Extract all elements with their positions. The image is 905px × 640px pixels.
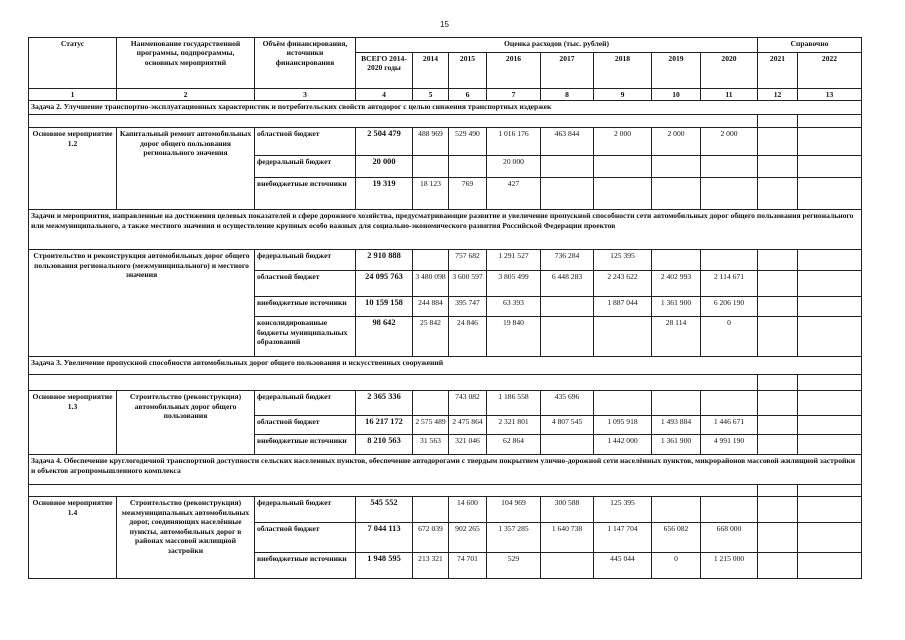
year-value (413, 156, 449, 178)
total-value: 24 095 763 (356, 271, 413, 297)
header-year: 2017 (541, 53, 594, 89)
year-value: 1 147 704 (594, 523, 652, 553)
year-value: 125 395 (594, 497, 652, 523)
spacer-cell (798, 115, 862, 128)
year-value (758, 553, 798, 579)
header-year: 2020 (701, 53, 758, 89)
year-value (701, 250, 758, 271)
year-value: 2 475 864 (449, 416, 487, 435)
funding-source-label: областной бюджет (255, 523, 356, 553)
year-value: 2 575 489 (413, 416, 449, 435)
year-value (594, 317, 652, 357)
year-value (798, 523, 862, 553)
year-value: 2 243 622 (594, 271, 652, 297)
year-value (798, 317, 862, 357)
year-value: 672 039 (413, 523, 449, 553)
year-value: 668 000 (701, 523, 758, 553)
year-value: 6 448 283 (541, 271, 594, 297)
year-value: 445 044 (594, 553, 652, 579)
roads-name: Строительство и реконструкция автомобильных дорог общего пользования регионального (межмуниципального) и местного значения (29, 250, 255, 357)
total-value: 8 210 563 (356, 435, 413, 455)
year-value: 3 805 499 (487, 271, 541, 297)
year-value: 529 490 (449, 128, 487, 156)
year-value (758, 497, 798, 523)
total-value: 1 948 595 (356, 553, 413, 579)
column-index: 8 (541, 89, 594, 101)
year-value: 3 600 597 (449, 271, 487, 297)
year-value (652, 250, 701, 271)
year-value: 14 600 (449, 497, 487, 523)
total-value: 7 044 113 (356, 523, 413, 553)
header-year: 2016 (487, 53, 541, 89)
year-value (758, 128, 798, 156)
year-value: 1 887 044 (594, 297, 652, 317)
spacer-cell (758, 115, 798, 128)
year-value (701, 497, 758, 523)
year-value (594, 156, 652, 178)
year-value (798, 553, 862, 579)
year-value (758, 416, 798, 435)
total-value: 98 642 (356, 317, 413, 357)
column-index: 7 (487, 89, 541, 101)
total-value: 10 159 158 (356, 297, 413, 317)
year-value (541, 317, 594, 357)
year-value: 62 864 (487, 435, 541, 455)
funding-source-label: внебюджетные источники (255, 297, 356, 317)
year-value (758, 250, 798, 271)
column-index: 3 (255, 89, 356, 101)
year-value: 2 402 993 (652, 271, 701, 297)
year-value (541, 553, 594, 579)
year-value (413, 497, 449, 523)
year-value: 18 123 (413, 178, 449, 210)
total-value: 545 552 (356, 497, 413, 523)
budget-table (28, 37, 862, 579)
year-value: 488 969 (413, 128, 449, 156)
year-value (798, 497, 862, 523)
year-value (798, 271, 862, 297)
column-index: 13 (798, 89, 862, 101)
year-value (652, 391, 701, 416)
year-value (413, 391, 449, 416)
header-status: Статус (29, 38, 117, 89)
year-value: 1 446 671 (701, 416, 758, 435)
year-value: 736 284 (541, 250, 594, 271)
year-value (758, 271, 798, 297)
year-value: 244 884 (413, 297, 449, 317)
year-value (798, 297, 862, 317)
funding-source-label: консолидированные бюджеты муниципальных образований (255, 317, 356, 357)
year-value: 4 807 545 (541, 416, 594, 435)
header-year: 2022 (798, 53, 862, 89)
year-value: 427 (487, 178, 541, 210)
column-index: 11 (701, 89, 758, 101)
header-year: 2021 (758, 53, 798, 89)
year-value (758, 178, 798, 210)
year-value: 1 357 285 (487, 523, 541, 553)
year-value (413, 250, 449, 271)
m14-name: Строительство (реконструкция) межмуниципальных автомобильных дорог, соединяющих населённые пункты, автомобильных дорог в районах массовой жилищной застройки (117, 497, 255, 579)
column-index: 5 (413, 89, 449, 101)
header-reference: Справочно (758, 38, 862, 53)
year-value (798, 128, 862, 156)
m12-status: Основное мероприятие 1.2 (29, 128, 117, 210)
year-value (798, 416, 862, 435)
year-value (541, 156, 594, 178)
task-3-heading: Задача 3. Увеличение пропускной способности автомобильных дорог общего пользования и искусственных сооружений (29, 357, 862, 375)
year-value: 1 361 900 (652, 297, 701, 317)
year-value (798, 178, 862, 210)
year-value (652, 497, 701, 523)
year-value (758, 523, 798, 553)
year-value: 20 000 (487, 156, 541, 178)
year-value: 2 321 801 (487, 416, 541, 435)
task-roads-heading: Задачи и мероприятия, направленные на достижения целевых показателей в сфере дорожного хозяйства, предусматривающие развитие и увеличение пропускной способности сети автомобильных дорог общего пользования регионального или межмуниципального, а также местного значения и осуществление крупных особо важных для социально-экономического развития Российской Федерации проектов (29, 210, 862, 250)
spacer-cell (758, 375, 798, 391)
column-index: 10 (652, 89, 701, 101)
column-index: 4 (356, 89, 413, 101)
funding-source-label: внебюджетные источники (255, 435, 356, 455)
year-value: 28 114 (652, 317, 701, 357)
year-value: 2 000 (594, 128, 652, 156)
header-total: ВСЕГО 2014-2020 годы (356, 53, 413, 89)
column-index: 6 (449, 89, 487, 101)
spacer-cell (758, 485, 798, 497)
year-value (758, 317, 798, 357)
year-value: 395 747 (449, 297, 487, 317)
header-name: Наименование государственной программы, подпрограммы, основных мероприятий (117, 38, 255, 89)
year-value: 25 842 (413, 317, 449, 357)
year-value: 1 493 884 (652, 416, 701, 435)
funding-source-label: федеральный бюджет (255, 391, 356, 416)
year-value: 0 (701, 317, 758, 357)
year-value (541, 297, 594, 317)
year-value: 1 095 918 (594, 416, 652, 435)
page-number: 15 (440, 20, 449, 29)
year-value (652, 178, 701, 210)
year-value (758, 297, 798, 317)
year-value: 1 186 558 (487, 391, 541, 416)
column-index: 9 (594, 89, 652, 101)
year-value: 769 (449, 178, 487, 210)
column-index: 1 (29, 89, 117, 101)
total-value: 19 319 (356, 178, 413, 210)
year-value: 213 321 (413, 553, 449, 579)
year-value: 656 082 (652, 523, 701, 553)
year-value: 3 480 098 (413, 271, 449, 297)
year-value (701, 156, 758, 178)
year-value (798, 250, 862, 271)
year-value: 300 588 (541, 497, 594, 523)
year-value (798, 391, 862, 416)
year-value (758, 435, 798, 455)
spacer-row (29, 375, 758, 391)
year-value: 1 215 000 (701, 553, 758, 579)
spacer-cell (798, 485, 862, 497)
column-index: 12 (758, 89, 798, 101)
funding-source-label: внебюджетные источники (255, 178, 356, 210)
funding-source-label: федеральный бюджет (255, 250, 356, 271)
year-value: 74 701 (449, 553, 487, 579)
total-value: 16 217 172 (356, 416, 413, 435)
m13-status: Основное мероприятие 1.3 (29, 391, 117, 455)
year-value: 321 046 (449, 435, 487, 455)
year-value: 1 442 000 (594, 435, 652, 455)
year-value: 2 000 (701, 128, 758, 156)
year-value: 463 844 (541, 128, 594, 156)
m13-name: Строительство (реконструкция) автомобильных дорог общего пользования (117, 391, 255, 455)
total-value: 2 365 336 (356, 391, 413, 416)
year-value: 529 (487, 553, 541, 579)
m12-name: Капитальный ремонт автомобильных дорог общего пользования регионального значения (117, 128, 255, 210)
funding-source-label: областной бюджет (255, 416, 356, 435)
year-value: 2 000 (652, 128, 701, 156)
year-value: 757 682 (449, 250, 487, 271)
funding-source-label: внебюджетные источники (255, 553, 356, 579)
header-estimate: Оценка расходов (тыс. рублей) (356, 38, 758, 53)
spacer-row (29, 115, 758, 128)
header-year: 2018 (594, 53, 652, 89)
year-value (758, 156, 798, 178)
year-value: 902 265 (449, 523, 487, 553)
year-value: 104 969 (487, 497, 541, 523)
year-value (758, 391, 798, 416)
year-value (594, 178, 652, 210)
spacer-row (29, 485, 758, 497)
task-4-heading: Задача 4. Обеспечение круглогодичной транспортной доступности сельских населенных пунктов, обеспечение автодорогами с твердым покрытием улично-дорожной сети населённых пунктов, микрорайонов массовой жилищной застройки и объектов агропромышленного комплекса (29, 455, 862, 485)
year-value (541, 435, 594, 455)
year-value: 63 393 (487, 297, 541, 317)
header-year: 2019 (652, 53, 701, 89)
year-value: 0 (652, 553, 701, 579)
funding-source-label: областной бюджет (255, 271, 356, 297)
year-value (449, 156, 487, 178)
year-value (798, 156, 862, 178)
year-value: 743 082 (449, 391, 487, 416)
task-2-heading: Задача 2. Улучшение транспортно-эксплуатационных характеристик и потребительских свойств автодорог с целью снижения транспортных издержек (29, 101, 862, 115)
year-value (652, 156, 701, 178)
funding-source-label: областной бюджет (255, 128, 356, 156)
total-value: 20 000 (356, 156, 413, 178)
funding-source-label: федеральный бюджет (255, 497, 356, 523)
year-value: 4 991 190 (701, 435, 758, 455)
year-value: 31 563 (413, 435, 449, 455)
year-value: 24 846 (449, 317, 487, 357)
year-value (541, 178, 594, 210)
year-value: 2 114 671 (701, 271, 758, 297)
year-value: 1 291 527 (487, 250, 541, 271)
spacer-cell (798, 375, 862, 391)
funding-source-label: федеральный бюджет (255, 156, 356, 178)
year-value: 1 016 176 (487, 128, 541, 156)
header-volume: Объём финансирования, источники финансирования (255, 38, 356, 89)
m14-status: Основное мероприятие 1.4 (29, 497, 117, 579)
column-index: 2 (117, 89, 255, 101)
year-value: 1 640 738 (541, 523, 594, 553)
year-value (798, 435, 862, 455)
year-value (701, 178, 758, 210)
total-value: 2 504 479 (356, 128, 413, 156)
year-value (701, 391, 758, 416)
year-value: 125 395 (594, 250, 652, 271)
year-value: 1 361 900 (652, 435, 701, 455)
year-value (594, 391, 652, 416)
header-year: 2014 (413, 53, 449, 89)
header-year: 2015 (449, 53, 487, 89)
total-value: 2 910 888 (356, 250, 413, 271)
year-value: 19 840 (487, 317, 541, 357)
year-value: 435 696 (541, 391, 594, 416)
year-value: 6 206 190 (701, 297, 758, 317)
